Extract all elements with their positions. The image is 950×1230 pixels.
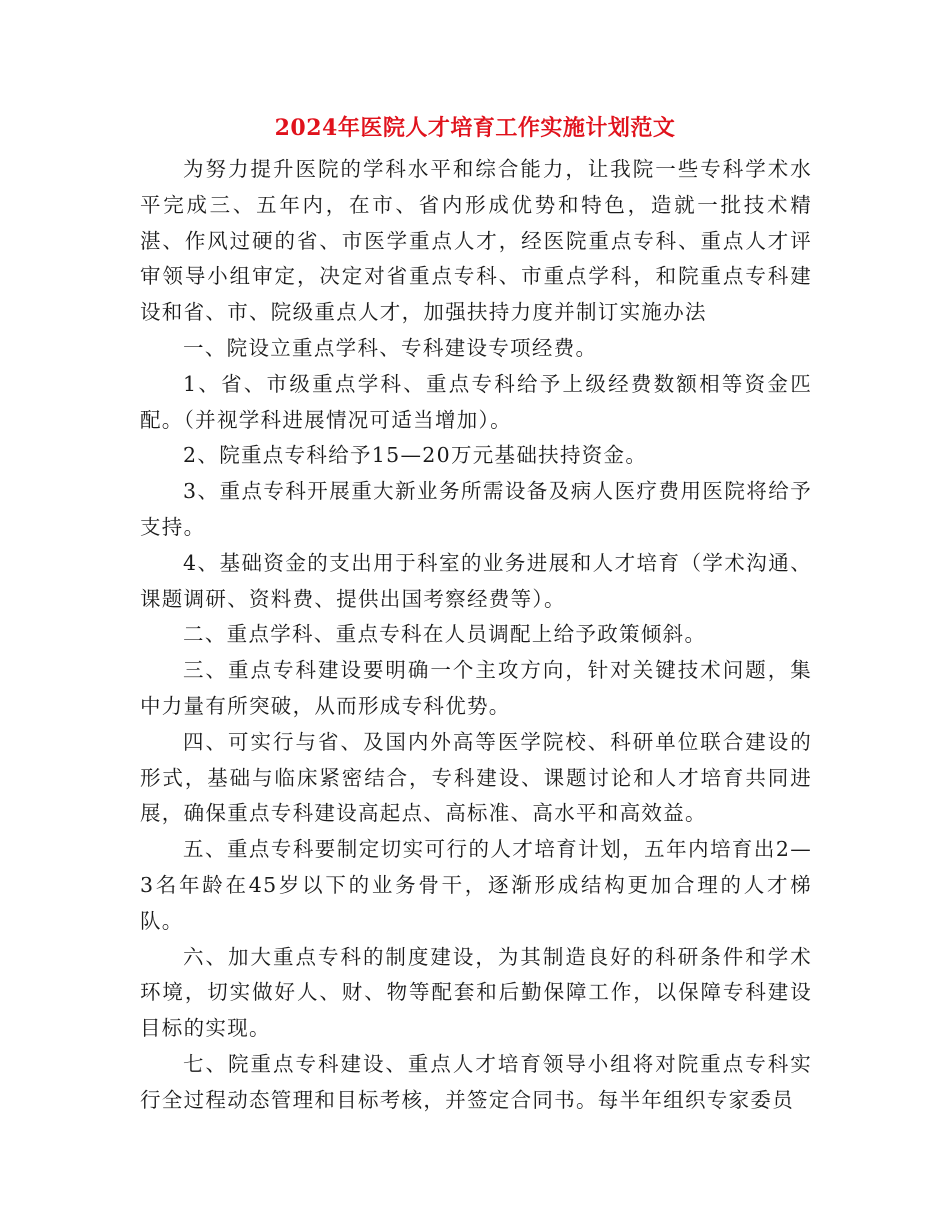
paragraph-section-2: 二、重点学科、重点专科在人员调配上给予政策倾斜。 xyxy=(183,622,707,647)
paragraph-section-3: 三、重点专科建设要明确一个主攻方向，针对关键技术问题，集中力量有所突破，从而形成专科优势。 xyxy=(140,658,812,718)
document-title: 2024年医院人才培育工作实施计划范文 xyxy=(274,115,676,141)
document-body xyxy=(140,152,812,1119)
paragraph-item-1: 1、省、市级重点学科、重点专科给予上级经费数额相等资金匹配。（并视学科进展情况可适当增加）。 xyxy=(140,371,812,432)
paragraph-section-7: 七、院重点专科建设、重点人才培育领导小组将对院重点专科实行全过程动态管理和目标考核，并签定合同书。每半年组织专家委员 xyxy=(140,1051,812,1112)
paragraph-section-5: 五、重点专科要制定切实可行的人才培育计划，五年内培育出2—3名年龄在45岁以下的业务骨干，逐渐形成结构更加合理的人才梯队。 xyxy=(140,837,812,933)
paragraph-item-4: 4、基础资金的支出用于科室的业务进展和人才培育（学术沟通、课题调研、资料费、提供出国考察经费等）。 xyxy=(140,550,812,611)
paragraph-item-2: 2、院重点专科给予15—20万元基础扶持资金。 xyxy=(183,443,648,468)
paragraph-section-4: 四、可实行与省、及国内外高等医学院校、科研单位联合建设的形式，基础与临床紧密结合，专科建设、课题讨论和人才培育共同进展，确保重点专科建设高起点、高标准、高水平和高效益。 xyxy=(140,729,812,826)
paragraph-section-6: 六、加大重点专科的制度建设，为其制造良好的科研条件和学术环境，切实做好人、财、物等配套和后勤保障工作，以保障专科建设目标的实现。 xyxy=(140,944,812,1041)
paragraph-intro: 为努力提升医院的学科水平和综合能力，让我院一些专科学术水平完成三、五年内，在市、省内形成优势和特色，造就一批技术精湛、作风过硬的省、市医学重点人才，经医院重点专科、重点人才评审领导小组审定，决定对省重点专科、市重点学科，和院重点专科建设和省、市、院级重点人才，加强扶持力度并制订实施办法 xyxy=(140,157,812,325)
paragraph-item-3: 3、重点专科开展重大新业务所需设备及病人医疗费用医院将给予支持。 xyxy=(140,479,812,539)
paragraph-section-1-heading: 一、院设立重点学科、专科建设专项经费。 xyxy=(183,335,598,360)
